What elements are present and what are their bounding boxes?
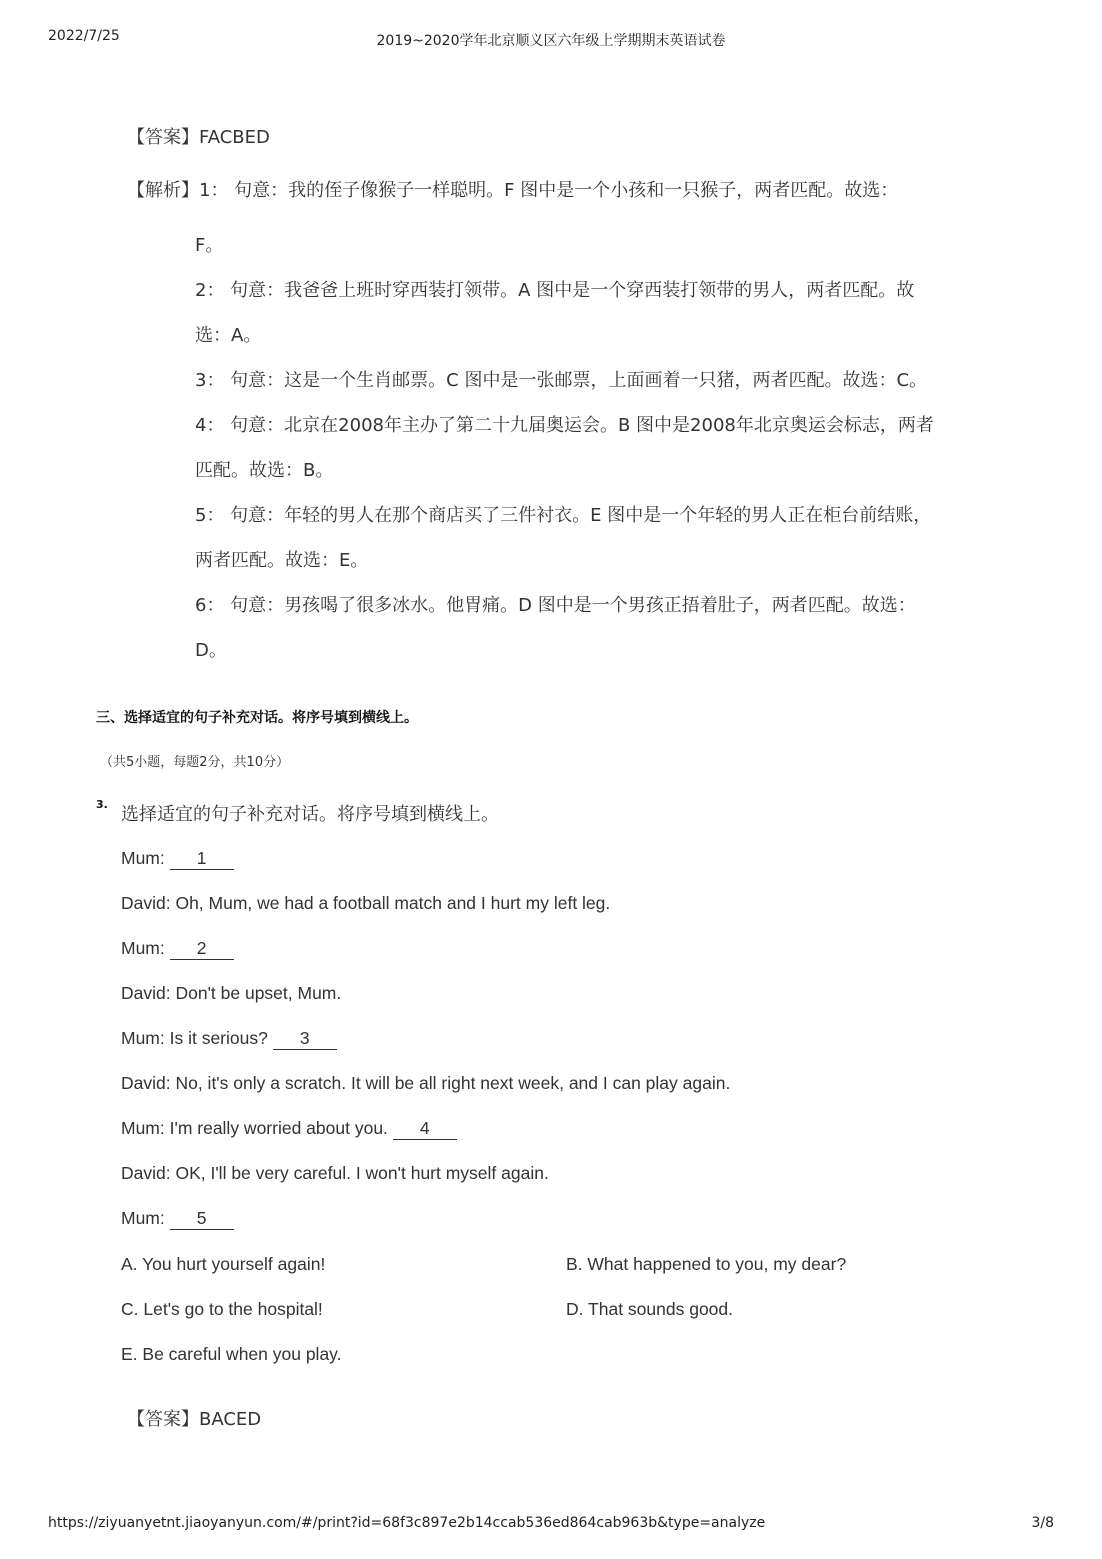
- dialog-line: [121, 1205, 1001, 1250]
- dialog-line: [121, 935, 1001, 980]
- dialog-text: Mum: Is it serious?: [121, 1028, 273, 1048]
- answer-blank: 5: [170, 1207, 234, 1230]
- analysis-first-line: [127, 178, 1007, 204]
- dialog-text: David: No, it's only a scratch. It will be all right next week, and I can play again.: [121, 1073, 731, 1093]
- option-a: A. You hurt yourself again!: [121, 1254, 326, 1274]
- analysis-line: 2： 句意：我爸爸上班时穿西装打领带。A 图中是一个穿西装打领带的男人，两者匹配。故: [195, 280, 915, 301]
- answer-block-1: [127, 123, 270, 149]
- header-date: 2022/7/25: [48, 28, 120, 44]
- answer-blank: 3: [273, 1027, 337, 1050]
- analysis-line: 选：A。: [195, 325, 262, 346]
- dialog-line: [121, 1115, 1001, 1160]
- analysis-line: 5： 句意：年轻的男人在那个商店买了三件衬衣。E 图中是一个年轻的男人正在柜台前结账，: [195, 505, 932, 526]
- dialog-line: [121, 845, 1001, 890]
- analysis-line: D。: [195, 640, 227, 661]
- analysis-text: 1： 句意：我的侄子像猴子一样聪明。F 图中是一个小孩和一只猴子，两者匹配。故选：: [199, 180, 899, 201]
- answer-label: 【答案】: [127, 1409, 199, 1430]
- answer-value: FACBED: [199, 127, 270, 148]
- answer-blank: 1: [170, 847, 234, 870]
- analysis-line: 6： 句意：男孩喝了很多冰水。他胃痛。D 图中是一个男孩正捂着肚子，两者匹配。故选：: [195, 595, 916, 616]
- analysis-line: 4： 句意：北京在2008年主办了第二十九届奥运会。B 图中是2008年北京奥运会标志，两者: [195, 415, 934, 436]
- question-number: 3.: [96, 798, 108, 811]
- option-b: B. What happened to you, my dear?: [566, 1254, 847, 1274]
- dialog-line: [121, 890, 1001, 935]
- analysis-line: 两者匹配。故选：E。: [195, 550, 369, 571]
- options-row: [121, 1251, 1001, 1296]
- dialog-line: [121, 980, 1001, 1025]
- dialog-text: David: OK, I'll be very careful. I won't hurt myself again.: [121, 1163, 549, 1183]
- footer-page-number: 3/8: [1031, 1515, 1054, 1531]
- dialog-text: David: Oh, Mum, we had a football match and I hurt my left leg.: [121, 893, 611, 913]
- dialog-line: [121, 1070, 1001, 1115]
- options-row: [121, 1296, 1001, 1341]
- options-block: [121, 1251, 1001, 1386]
- answer-blank: 4: [393, 1117, 457, 1140]
- section-subtitle: （共5小题，每题2分，共10分）: [100, 755, 290, 770]
- dialog-block: [121, 845, 1001, 1250]
- question-prompt: 选择适宜的句子补充对话。将序号填到横线上。: [121, 804, 499, 825]
- analysis-block: [127, 178, 1007, 673]
- dialog-line: [121, 1160, 1001, 1205]
- dialog-line: [121, 1025, 1001, 1070]
- analysis-line: 匹配。故选：B。: [195, 460, 334, 481]
- option-e: E. Be careful when you play.: [121, 1344, 342, 1364]
- dialog-text: Mum:: [121, 1208, 170, 1228]
- answer-blank: 2: [170, 937, 234, 960]
- footer-url: https://ziyuanyetnt.jiaoyanyun.com/#/print?id=68f3c897e2b14ccab536ed864cab963b&type=analyze: [48, 1515, 766, 1531]
- dialog-text: Mum:: [121, 938, 170, 958]
- analysis-line: F。: [195, 235, 224, 256]
- answer-label: 【答案】: [127, 127, 199, 148]
- option-c: C. Let's go to the hospital!: [121, 1299, 323, 1319]
- analysis-label: 【解析】: [127, 180, 199, 201]
- analysis-line: 3： 句意：这是一个生肖邮票。C 图中是一张邮票，上面画着一只猪，两者匹配。故选：C。: [195, 370, 928, 391]
- answer-block-2: [127, 1405, 261, 1431]
- options-row: [121, 1341, 1001, 1386]
- header-title: 2019~2020学年北京顺义区六年级上学期期末英语试卷: [376, 33, 726, 49]
- section-title: 三、选择适宜的句子补充对话。将序号填到横线上。: [96, 710, 418, 726]
- dialog-text: Mum: I'm really worried about you.: [121, 1118, 393, 1138]
- dialog-text: David: Don't be upset, Mum.: [121, 983, 342, 1003]
- option-d: D. That sounds good.: [566, 1299, 734, 1319]
- dialog-text: Mum:: [121, 848, 170, 868]
- answer-value: BACED: [199, 1409, 262, 1430]
